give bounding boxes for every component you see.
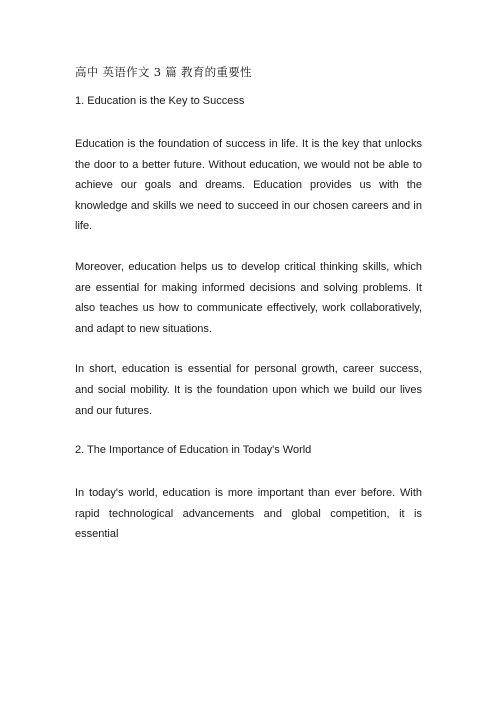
document-title: 高中 英语作文 3 篇 教育的重要性	[75, 65, 252, 79]
paragraph: Education is the foundation of success in life. It is the key that unlocks the door to a better future. Without education, we would not be able to achieve our goals and dreams. Education provides us with the knowledge and skills we need to succeed in our chosen careers and in life.	[75, 138, 422, 233]
paragraph: In short, education is essential for personal growth, career success, and social mobility. It is the foundation upon which we build our lives and our futures.	[75, 363, 422, 417]
section-heading-2: 2. The Importance of Education in Today's World	[75, 444, 312, 457]
section-heading-1: 1. Education is the Key to Success	[75, 95, 245, 107]
paragraph: In today's world, education is more important than ever before. With rapid technological advancements and global competition, it is essential	[75, 487, 422, 541]
document-page	[75, 64, 422, 545]
paragraph: Moreover, education helps us to develop critical thinking skills, which are essential for making informed decisions and solving problems. It also teaches us how to communicate effectively, work collaboratively, and adapt to new situations.	[75, 260, 422, 335]
